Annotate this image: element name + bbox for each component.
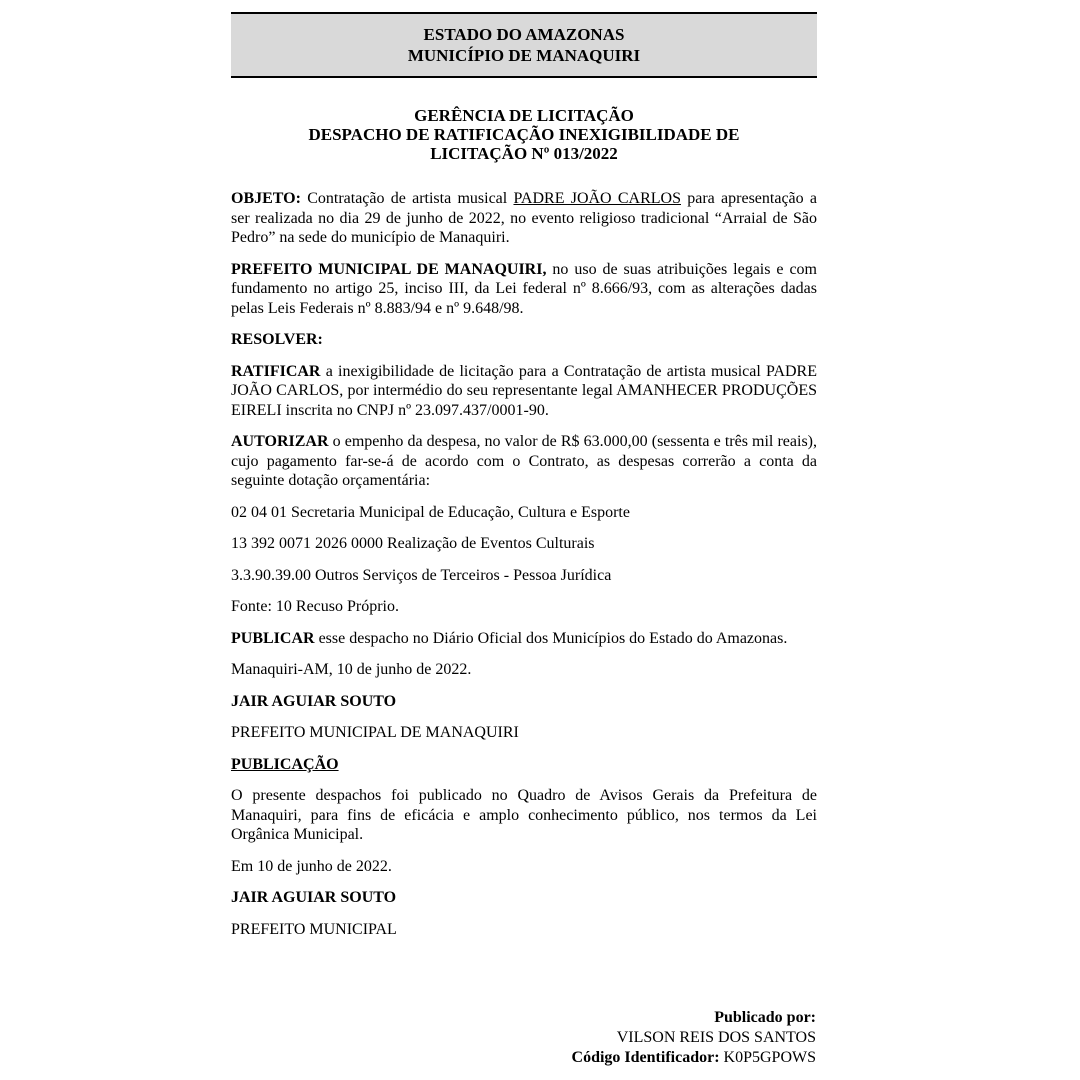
code-label: Código Identificador: [571,1049,720,1066]
published-by-label: Publicado por: [714,1009,816,1026]
document-body [231,189,817,951]
publicar-label: PUBLICAR [231,629,315,647]
paragraph-objeto [231,189,817,248]
header-state: ESTADO DO AMAZONAS [423,25,625,44]
signer-1-role: PREFEITO MUNICIPAL DE MANAQUIRI [231,724,519,741]
title-line-3: LICITAÇÃO Nº 013/2022 [430,144,618,163]
objeto-label: OBJETO: [231,190,301,207]
resolver-heading: RESOLVER: [231,331,323,348]
document-title [231,106,817,163]
prefeito-text: no uso de suas atribuições legais e com fundamento no artigo 25, inciso III, da Lei federal nº 8.666/93, com as alterações dadas pelas Leis Federais nº 8.883/94 e nº 9.648/98. [231,260,818,317]
autorizar-text: o empenho da despesa, no valor de R$ 63.000,00 (sessenta e três mil reais), cujo pagamento far-se-á de acordo com o Contrato, as despesas correrão a conta da seguinte dotação orçamentária: [231,433,817,489]
paragraph-prefeito [231,260,817,319]
code-line [572,1048,816,1068]
ratificar-text: a inexigibilidade de licitação para a Contratação de artista musical PADRE JOÃO CARLOS, por intermédio do seu representante legal AMANHECER PRODUÇÕES EIRELI inscrita no CNPJ nº 23.097.437/0001-90. [231,362,817,419]
signer-2-name: JAIR AGUIAR SOUTO [231,889,397,906]
dotacao-line-4: Fonte: 10 Recuso Próprio. [231,598,399,615]
prefeito-label: PREFEITO MUNICIPAL DE MANAQUIRI, [231,260,547,278]
publication-footer [572,1008,816,1068]
signer-2-role: PREFEITO MUNICIPAL [231,920,397,938]
paragraph-ratificar [231,362,817,421]
title-line-1: GERÊNCIA DE LICITAÇÃO [414,106,634,125]
autorizar-label: AUTORIZAR [231,433,329,450]
ratificar-label: RATIFICAR [231,362,321,380]
place-date: Manaquiri-AM, 10 de junho de 2022. [231,661,472,678]
paragraph-autorizar [231,432,817,491]
objeto-artist: PADRE JOÃO CARLOS [513,190,681,207]
objeto-text-after: para apresentação a ser realizada no dia 29 de junho de 2022, no evento religioso tradicional “Arraial de São Pedro” na sede do município de Manaquiri. [231,190,818,246]
signer-1-name: JAIR AGUIAR SOUTO [231,692,397,710]
publicacao-heading: PUBLICAÇÃO [231,755,339,773]
publicacao-date: Em 10 de junho de 2022. [231,857,392,875]
publicacao-text: O presente despachos foi publicado no Quadro de Avisos Gerais da Prefeitura de Manaquiri, para fins de eficácia e amplo conhecimento público, nos termos da Lei Orgânica Municipal. [231,787,817,843]
dotacao-line-1: 02 04 01 Secretaria Municipal de Educação, Cultura e Esporte [231,503,630,521]
header-municipality: MUNICÍPIO DE MANAQUIRI [407,46,641,65]
dotacao-line-3: 3.3.90.39.00 Outros Serviços de Terceiros - Pessoa Jurídica [231,566,612,584]
objeto-text-before: Contratação de artista musical [300,190,514,207]
publicar-text: esse despacho no Diário Oficial dos Municípios do Estado do Amazonas. [314,629,788,647]
header-banner [231,12,817,78]
title-line-2: DESPACHO DE RATIFICAÇÃO INEXIGIBILIDADE DE [308,125,740,144]
code-value: K0P5GPOWS [723,1049,816,1066]
published-by-name: VILSON REIS DOS SANTOS [616,1029,816,1046]
paragraph-publicar [231,629,817,649]
dotacao-line-2: 13 392 0071 2026 0000 Realização de Eventos Culturais [231,535,595,552]
